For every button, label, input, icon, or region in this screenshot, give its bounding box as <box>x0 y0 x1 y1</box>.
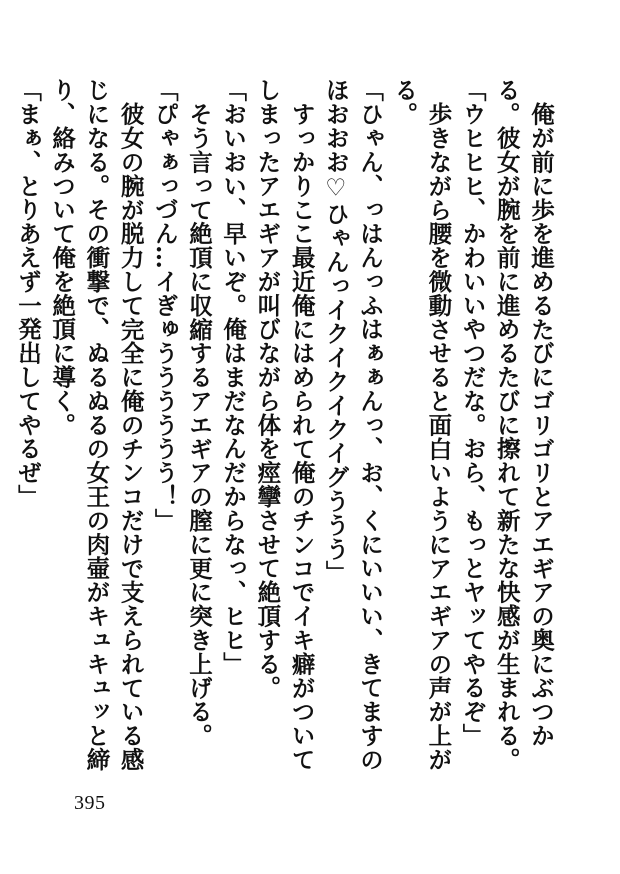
paragraph-4: そう言って絶頂に収縮するアエギアの膣に更に突き上げる。 <box>184 101 213 747</box>
page-number: 395 <box>74 792 106 814</box>
paragraph-2: 歩きながら腰を微動させると面白いようにアエギアの声が上がる。 <box>390 78 453 771</box>
paragraph-1: 俺が前に歩を進めるたびにゴリゴリとアエギアの奥にぶつかる。彼女が腕を前に進めるたびに擦れて新たな快感が生まれる。 <box>492 78 555 772</box>
paragraph-3: すっかりここ最近俺にはめられて俺のチンコでイキ癖がついてしまったアエギアが叫びながら体を痙攣させて絶頂する。 <box>253 78 316 771</box>
dialogue-4: 「ぴゃぁっづん…イぎゅうううううう！」 <box>150 78 179 533</box>
dialogue-1: 「ウヒヒヒ、かわいいやつだな。おら、もっとヤッてやるぞ」 <box>458 78 487 748</box>
paragraph-5: 彼女の腕が脱力して完全に俺のチンコだけで支えられている感じになる。その衝撃で、ぬるぬるの女王の肉壷がキュキュッと締り、絡みついて俺を絶頂に導く。 <box>48 78 145 772</box>
vertical-text-body <box>13 78 558 778</box>
dialogue-5: 「まぁ、とりあえず一発出してやるぜ」 <box>13 78 42 509</box>
dialogue-2: 「ひゃん、っはんっふはぁぁんっ、お、くにいいい、きてますのほおおお♡ひゃんっイクイクイクイグううう」 <box>321 78 384 772</box>
dialogue-3: 「おいおい、早いぞ。俺はまだなんだからなっ、ヒヒ」 <box>219 78 248 676</box>
